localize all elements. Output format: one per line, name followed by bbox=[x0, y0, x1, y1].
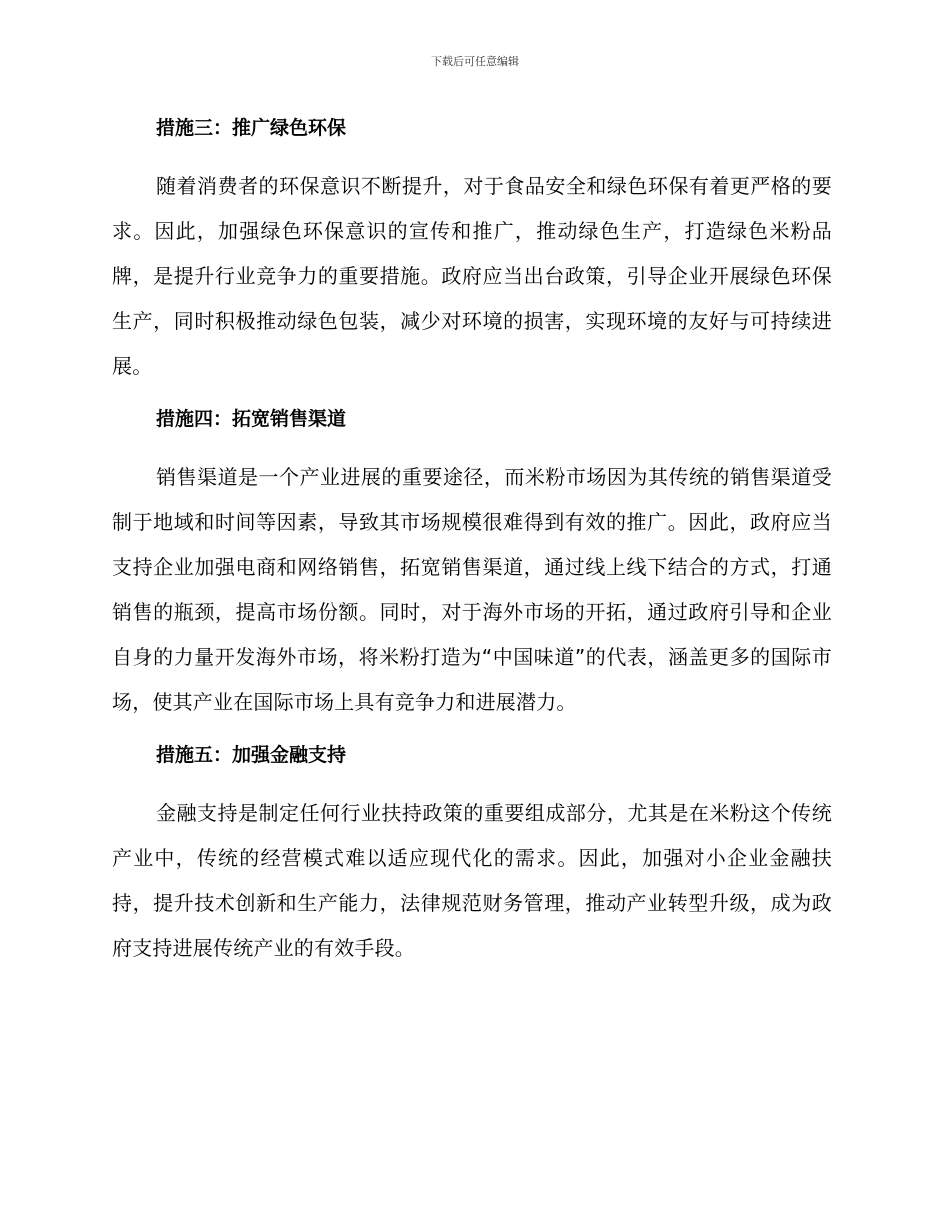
document-body bbox=[112, 112, 832, 971]
section-measure-four bbox=[112, 403, 832, 739]
section-heading: 措施三：推广绿色环保 bbox=[156, 117, 347, 139]
section-heading: 措施五：加强金融支持 bbox=[156, 744, 347, 766]
header-note: 下载后可任意编辑 bbox=[431, 55, 519, 68]
section-paragraph: 销售渠道是一个产业进展的重要途径，而米粉市场因为其传统的销售渠道受制于地域和时间等因素，导致其市场规模很难得到有效的推广。因此，政府应当支持企业加强电商和网络销售，拓宽销售渠道，通过线上线下结合的方式，打通销售的瓶颈，提高市场份额。同时，对于海外市场的开拓，通过政府引导和企业自身的力量开发海外市场，将米粉打造为“中国味道”的代表，涵盖更多的国际市场，使其产业在国际市场上具有竞争力和进展潜力。 bbox=[112, 465, 832, 714]
section-paragraph: 金融支持是制定任何行业扶持政策的重要组成部分，尤其是在米粉这个传统产业中，传统的经营模式难以适应现代化的需求。因此，加强对小企业金融扶持，提升技术创新和生产能力，法律规范财务管理，推动产业转型升级，成为政府支持进展传统产业的有效手段。 bbox=[112, 801, 832, 960]
section-paragraph: 随着消费者的环保意识不断提升，对于食品安全和绿色环保有着更严格的要求。因此，加强绿色环保意识的宣传和推广，推动绿色生产，打造绿色米粉品牌，是提升行业竞争力的重要措施。政府应当出台政策，引导企业开展绿色环保生产，同时积极推动绿色包装，减少对环境的损害，实现环境的友好与可持续进展。 bbox=[112, 174, 832, 378]
section-measure-three bbox=[112, 112, 832, 403]
section-measure-five bbox=[112, 739, 832, 971]
section-heading: 措施四：拓宽销售渠道 bbox=[156, 408, 347, 430]
